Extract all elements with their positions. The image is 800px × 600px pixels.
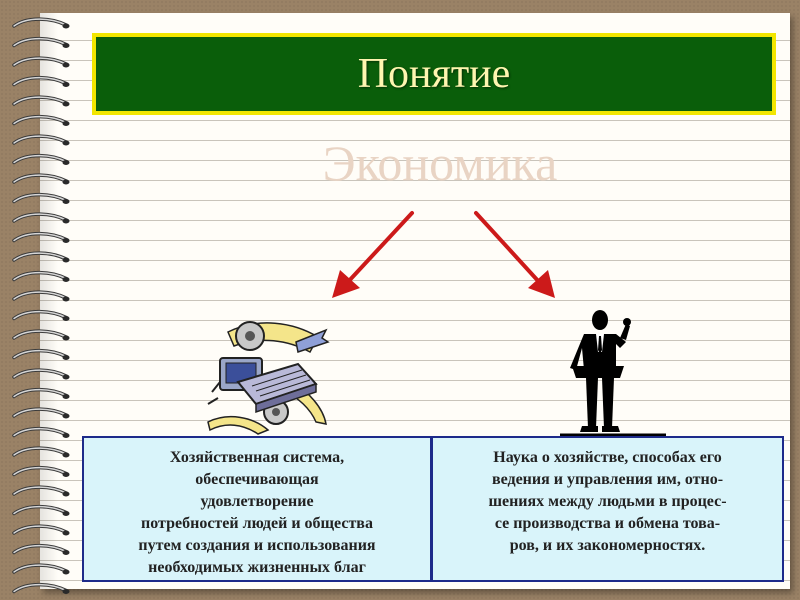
definition-line: се производства и обмена това- xyxy=(494,515,721,532)
slide-subtitle: Экономика xyxy=(322,135,558,191)
slide-title: Понятие xyxy=(357,51,511,97)
definition-box-economic-system xyxy=(82,436,432,582)
definition-line: обеспечивающая xyxy=(195,471,319,488)
definition-line: Хозяйственная система, xyxy=(169,449,345,466)
red-arrow-left-icon xyxy=(332,213,412,298)
computer-machine-icon xyxy=(198,312,332,436)
definition-box-economic-science xyxy=(431,436,784,582)
definition-line: удовлетворение xyxy=(200,493,314,510)
definition-line: Наука о хозяйстве, способах его xyxy=(493,449,722,466)
speaker-silhouette-icon xyxy=(560,308,666,438)
definition-line: ведения и управления им, отно- xyxy=(491,471,724,488)
definition-line: потребностей людей и общества xyxy=(141,515,373,532)
definition-line: путем создания и использования xyxy=(138,537,376,554)
definition-line: ров, и их закономерностях. xyxy=(509,537,706,554)
definition-line: необходимых жизненных благ xyxy=(148,559,366,576)
red-arrow-right-icon xyxy=(476,213,555,298)
definition-line: шениях между людьми в процес- xyxy=(488,493,727,510)
